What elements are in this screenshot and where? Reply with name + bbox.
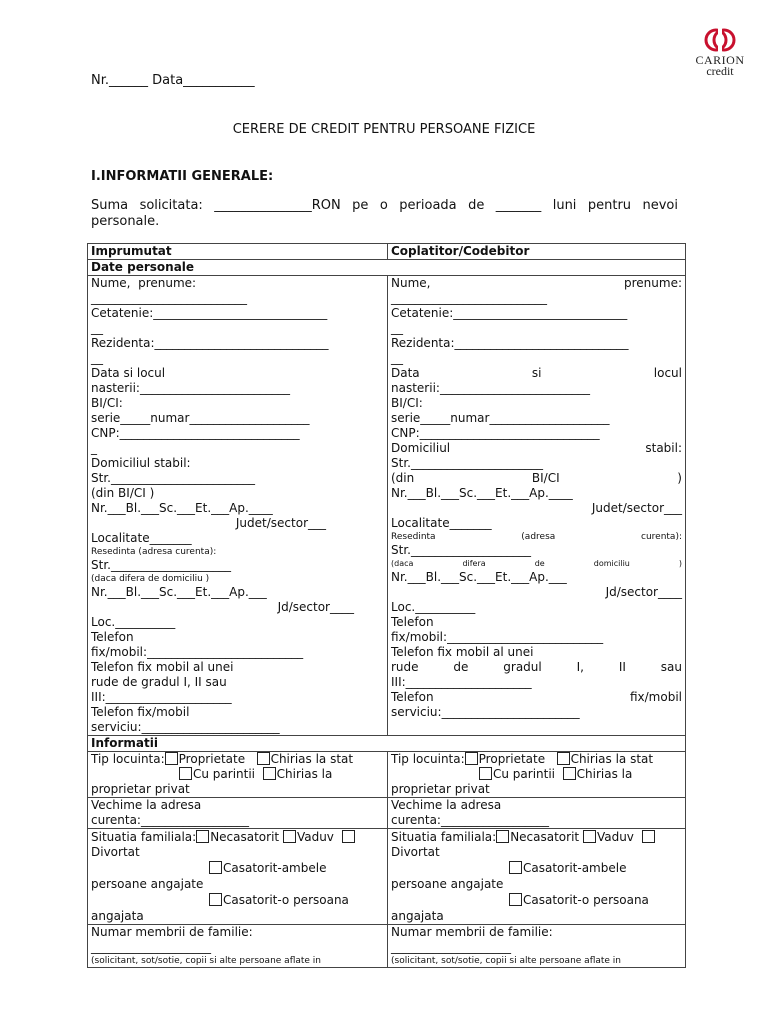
carion-credit-logo (688, 26, 752, 77)
document-title: CERERE DE CREDIT PENTRU PERSOANE FIZICE (232, 122, 536, 137)
imprumutat-proprietate-label: Proprietate (178, 752, 246, 766)
numar-membrii-row (88, 925, 686, 968)
coplatitor-de-word: de (534, 559, 545, 568)
column-coplatitor: Coplatitor/Codebitor (388, 244, 686, 260)
imprumutat-fields-block-2[interactable]: Loc.__________ Telefon fix/mobil:__________________________ Telefon fix mobil al unei rude de gradul I, II sau III:_____________________ Telefon fix/mobil serviciu:_______________________ (91, 615, 304, 734)
imprumutat-proprietate-checkbox[interactable] (165, 752, 178, 765)
coplatitor-stabil-word: stabil: (645, 441, 682, 455)
imprumutat-necasatorit-label: Necasatorit (210, 830, 280, 844)
imprumutat-resedinta-label: Resedinta (adresa curenta): (91, 547, 217, 557)
coplatitor-cu-parintii-label: Cu parintii (493, 767, 556, 781)
imprumutat-divortat-label: Divortat (91, 845, 140, 859)
coplatitor-telefon-row (391, 690, 682, 705)
coplatitor-din-row (391, 471, 682, 486)
coplatitor-str-field[interactable]: Str.______________________ (391, 456, 543, 470)
imprumutat-cu-parintii-checkbox[interactable] (179, 767, 192, 780)
coplatitor-divortat-label: Divortat (391, 845, 440, 859)
coplatitor-numar-cell[interactable] (388, 925, 686, 968)
coplatitor-casatorit-ambele-checkbox[interactable] (509, 861, 522, 874)
coplatitor-daca-row (391, 558, 682, 570)
coplatitor-difera-word: difera (462, 559, 486, 568)
imprumutat-chirias-la-label: Chirias la (276, 767, 333, 781)
imprumutat-tip-line-1 (91, 752, 384, 767)
coplatitor-necasatorit-checkbox[interactable] (496, 830, 509, 843)
coplatitor-paren: ) (677, 471, 682, 485)
application-form-table (87, 243, 686, 968)
coplatitor-casatorit-o-label: Casatorit-o persoana (523, 893, 649, 907)
imprumutat-casatorit-o-checkbox[interactable] (209, 893, 222, 906)
column-imprumutat: Imprumutat (88, 244, 388, 260)
coplatitor-ambele-line (391, 860, 682, 877)
coplatitor-chirias-privat-checkbox[interactable] (563, 767, 576, 780)
imprumutat-nr2-field[interactable]: Nr.___Bl.___Sc.___Et.___Ap.___ (91, 585, 267, 599)
coplatitor-numar-field[interactable]: ____________________ (391, 940, 511, 954)
imprumutat-angajata-label: angajata (91, 909, 144, 923)
imprumutat-chirias-privat-checkbox[interactable] (263, 767, 276, 780)
imprumutat-tip-locuinta-cell (88, 752, 388, 798)
nr-data-field[interactable]: Nr.______ Data___________ (91, 73, 255, 88)
coplatitor-situatia-cell (388, 829, 686, 925)
coplatitor-tip-line-1 (391, 752, 682, 767)
coplatitor-localitate-field[interactable]: Localitate_______ (391, 516, 492, 530)
imprumutat-jd-field[interactable]: Jd/sector____ (277, 600, 354, 614)
imprumutat-casatorit-ambele-checkbox[interactable] (209, 861, 222, 874)
situatia-familiala-row (88, 829, 686, 925)
coplatitor-tip-locuinta-cell (388, 752, 686, 798)
coplatitor-solicitant-note: (solicitant, sot/sotie, copii si alte persoane aflate in (391, 956, 622, 966)
coplatitor-proprietar-label: proprietar privat (391, 782, 490, 796)
coplatitor-jd-field[interactable]: Jd/sector____ (605, 585, 682, 599)
logo-text-carion: CARION (695, 53, 745, 67)
imprumutat-o-persoana-line (91, 892, 384, 909)
imprumutat-judet-field[interactable]: Judet/sector___ (235, 516, 326, 530)
coplatitor-situatia-label: Situatia familiala: (391, 830, 497, 844)
coplatitor-persoane-angajate-label: persoane angajate (391, 877, 504, 891)
coplatitor-data-row (391, 366, 682, 381)
imprumutat-vaduv-label: Vaduv (296, 830, 334, 844)
imprumutat-divortat-checkbox[interactable] (342, 830, 355, 843)
coplatitor-rude-row (391, 660, 682, 675)
coplatitor-o-persoana-line (391, 892, 682, 909)
imprumutat-str2-field[interactable]: Str.____________________ (91, 558, 231, 572)
coplatitor-vechime-cell[interactable] (388, 798, 686, 829)
suma-solicitata-line[interactable]: Suma solicitata: _______________RON pe o perioada de _______ luni pentru nevoi (91, 198, 678, 213)
coplatitor-daca-word: (daca (391, 559, 414, 568)
coplatitor-grad-i: I, (576, 660, 584, 674)
coplatitor-domiciliul-row (391, 441, 682, 456)
coplatitor-serviciu-field[interactable]: serviciu:_______________________ (391, 705, 580, 719)
coplatitor-str2-field[interactable]: Str.____________________ (391, 543, 531, 557)
imprumutat-vechime-label: Vechime la adresa (91, 798, 202, 812)
coplatitor-necasatorit-label: Necasatorit (510, 830, 580, 844)
imprumutat-vechime-cell[interactable] (88, 798, 388, 829)
coplatitor-data-word: Data (391, 366, 420, 380)
coplatitor-nume-row (391, 276, 682, 291)
coplatitor-si-word: si (531, 366, 542, 380)
logo-text-credit: credit (706, 64, 734, 78)
imprumutat-localitate-field[interactable]: Localitate_______ (91, 531, 192, 545)
tip-locuinta-row (88, 752, 686, 798)
coplatitor-personal-cell[interactable] (388, 276, 686, 736)
informatii-heading: Informatii (88, 736, 686, 752)
imprumutat-chirias-stat-label: Chirias la stat (270, 752, 354, 766)
section-heading: I.INFORMATII GENERALE: (91, 169, 274, 184)
imprumutat-numar-label: Numar membrii de familie: (91, 925, 253, 939)
imprumutat-cu-parintii-label: Cu parintii (193, 767, 256, 781)
imprumutat-situatia-cell (88, 829, 388, 925)
coplatitor-vaduv-checkbox[interactable] (583, 830, 596, 843)
imprumutat-solicitant-note: (solicitant, sot/sotie, copii si alte persoane aflate in (91, 956, 322, 966)
coplatitor-fields-block-1[interactable]: __________________________ Cetatenie:_____________________________ __ Rezidenta:_____________________________ __ (391, 291, 629, 365)
coplatitor-telefon-word: Telefon (391, 690, 434, 704)
imprumutat-daca-note: (daca difera de domiciliu ) (91, 574, 210, 584)
coplatitor-domiciliu-word: domiciliu (593, 559, 630, 568)
coplatitor-vechime-label: Vechime la adresa (391, 798, 502, 812)
coplatitor-daca-paren: ) (678, 559, 683, 568)
coplatitor-resedinta-row (391, 531, 682, 543)
imprumutat-situatia-line-1 (91, 829, 384, 845)
coplatitor-tip-label: Tip locuinta: (391, 752, 465, 766)
coplatitor-iii-field[interactable]: III:_____________________ (391, 675, 532, 689)
imprumutat-chirias-stat-checkbox[interactable] (257, 752, 270, 765)
coplatitor-bici-word: BI/CI (531, 471, 560, 485)
imprumutat-fields-block-1[interactable]: Nume, prenume: __________________________ Cetatenie:_____________________________ __ Rezidenta:_____________________________ __ Data si locul nasterii:_________________________ BI/CI: serie_____numar____________________ CNP:______________________________ _ Domiciliul stabil: Str.________________________ (din BI/CI ) Nr.___Bl.___Sc.___Et.___Ap.____ (91, 276, 329, 515)
coplatitor-nr2-field[interactable]: Nr.___Bl.___Sc.___Et.___Ap.___ (391, 570, 567, 584)
coplatitor-vaduv-label: Vaduv (596, 830, 634, 844)
imprumutat-numar-cell[interactable] (88, 925, 388, 968)
imprumutat-tip-label: Tip locuinta: (91, 752, 165, 766)
date-personale-heading: Date personale (88, 260, 686, 276)
coplatitor-gradul-word: gradul (503, 660, 542, 674)
coplatitor-curenta-field[interactable]: curenta:__________________ (391, 813, 549, 827)
coplatitor-casatorit-o-checkbox[interactable] (509, 893, 522, 906)
imprumutat-tip-line-2 (91, 767, 384, 782)
coplatitor-locul-word: locul (653, 366, 682, 380)
coplatitor-grad-ii: II (618, 660, 626, 674)
coplatitor-fields-block-3[interactable]: Loc.__________ Telefon fix/mobil:__________________________ Telefon fix mobil al unei (391, 600, 604, 659)
suma-solicitata-line-2: personale. (91, 214, 160, 229)
coplatitor-divortat-checkbox[interactable] (642, 830, 655, 843)
coplatitor-resedinta-word: Resedinta (391, 532, 436, 542)
imprumutat-numar-field[interactable]: ____________________ (91, 940, 211, 954)
coplatitor-nume-label: Nume, (391, 276, 431, 290)
coplatitor-nr-field[interactable]: Nr.___Bl.___Sc.___Et.___Ap.____ (391, 486, 573, 500)
coplatitor-judet-field[interactable]: Judet/sector___ (591, 501, 682, 515)
coplatitor-casatorit-ambele-label: Casatorit-ambele (523, 861, 627, 875)
imprumutat-proprietar-label: proprietar privat (91, 782, 190, 796)
date-personale-row (88, 260, 686, 276)
coplatitor-domiciliul-word: Domiciliul (391, 441, 451, 455)
coplatitor-rude-de: de (453, 660, 469, 674)
coplatitor-fixmobil-word: fix/mobil (629, 690, 682, 704)
personal-data-row (88, 276, 686, 736)
coplatitor-chirias-stat-checkbox[interactable] (557, 752, 570, 765)
coplatitor-chirias-la-label: Chirias la (576, 767, 633, 781)
imprumutat-casatorit-o-label: Casatorit-o persoana (223, 893, 349, 907)
imprumutat-curenta-field[interactable]: curenta:__________________ (91, 813, 249, 827)
imprumutat-vaduv-checkbox[interactable] (283, 830, 296, 843)
coplatitor-numar-label: Numar membrii de familie: (391, 925, 553, 939)
coplatitor-prenume-label: prenume: (624, 276, 682, 290)
imprumutat-situatia-label: Situatia familiala: (91, 830, 197, 844)
coplatitor-adresa-word: (adresa (521, 532, 556, 542)
vechime-row (88, 798, 686, 829)
table-header-row (88, 244, 686, 260)
imprumutat-casatorit-ambele-label: Casatorit-ambele (223, 861, 327, 875)
coplatitor-chirias-stat-label: Chirias la stat (570, 752, 654, 766)
carion-logo-icon (703, 26, 737, 54)
coplatitor-proprietate-label: Proprietate (478, 752, 546, 766)
coplatitor-tip-line-2 (391, 767, 682, 782)
coplatitor-curenta-word: curenta): (641, 532, 682, 542)
coplatitor-cu-parintii-checkbox[interactable] (479, 767, 492, 780)
coplatitor-situatia-line-1 (391, 829, 682, 845)
informatii-row (88, 736, 686, 752)
coplatitor-fields-block-2[interactable]: nasterii:_________________________ BI/CI: serie_____numar____________________ CNP:______________________________ (391, 381, 610, 440)
coplatitor-angajata-label: angajata (391, 909, 444, 923)
imprumutat-personal-cell[interactable] (88, 276, 388, 736)
imprumutat-ambele-line (91, 860, 384, 877)
imprumutat-persoane-angajate-label: persoane angajate (91, 877, 204, 891)
coplatitor-din-word: (din (391, 471, 415, 485)
coplatitor-proprietate-checkbox[interactable] (465, 752, 478, 765)
imprumutat-necasatorit-checkbox[interactable] (196, 830, 209, 843)
coplatitor-rude-word: rude (391, 660, 419, 674)
coplatitor-sau-word: sau (660, 660, 682, 674)
